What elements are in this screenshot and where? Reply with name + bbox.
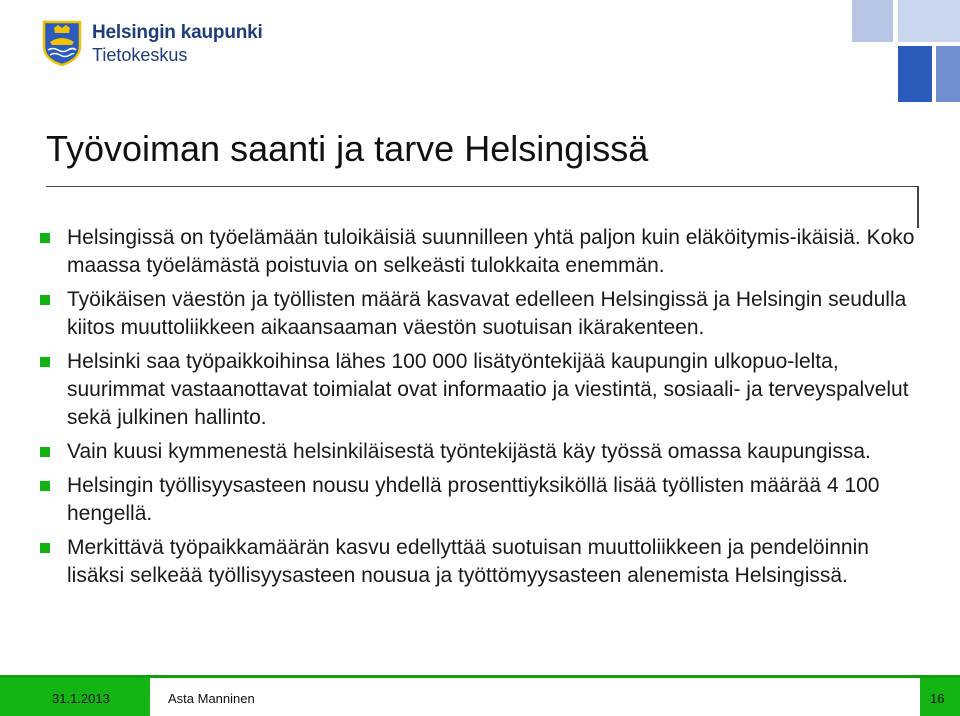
- footer-author: Asta Manninen: [168, 691, 255, 706]
- logo-unit-name: Tietokeskus: [92, 44, 188, 65]
- content-frame-side-line: [917, 186, 919, 228]
- bullet-item: [40, 348, 920, 432]
- decorative-square: [852, 0, 893, 42]
- bullet-square-icon: [40, 447, 50, 457]
- bullet-square-icon: [40, 481, 50, 491]
- bullet-list: [40, 224, 920, 596]
- decorative-square: [898, 46, 932, 102]
- bullet-item: [40, 438, 920, 466]
- content-frame-top-line: [46, 186, 918, 187]
- bullet-square-icon: [40, 233, 50, 243]
- decorative-square: [936, 46, 960, 102]
- bullet-text: Vain kuusi kymmenestä helsinkiläisestä työntekijästä käy työssä omassa kaupungissa.: [67, 440, 871, 463]
- bullet-item: [40, 224, 920, 280]
- bullet-square-icon: [40, 543, 50, 553]
- bullet-text: Merkittävä työpaikkamäärän kasvu edellyttää suotuisan muuttoliikkeen ja pendelöinnin lisäksi selkeää työllisyysasteen nousua ja työttömyysasteen alenemista Helsingissä.: [67, 536, 869, 587]
- bullet-text: Helsingin työllisyysasteen nousu yhdellä prosenttiyksiköllä lisää työllisten määrää 4 100 hengellä.: [67, 474, 880, 525]
- footer-page-number: 16: [930, 691, 945, 706]
- bullet-text: Helsingissä on työelämään tuloikäisiä suunnilleen yhtä paljon kuin eläköitymis-ikäisiä. Koko maassa työelämästä poistuvia on selkeästi tulokkaita enemmän.: [67, 226, 915, 277]
- bullet-text: Työikäisen väestön ja työllisten määrä kasvavat edelleen Helsingissä ja Helsingin seudulla kiitos muuttoliikkeen aikaansaaman väestön suotuisan ikärakenteen.: [67, 288, 907, 339]
- logo-organization-name: Helsingin kaupunki: [92, 21, 263, 43]
- bullet-item: [40, 472, 920, 528]
- bullet-text: Helsinki saa työpaikkoihinsa lähes 100 000 lisätyöntekijää kaupungin ulkopuo-lelta, suurimmat vastaanottavat toimialat ovat informaatio ja viestintä, sosiaali- ja terveyspalvelut sekä julkinen hallinto.: [67, 350, 909, 429]
- footer-center-area: [150, 678, 920, 716]
- bullet-square-icon: [40, 295, 50, 305]
- helsinki-logo: [42, 20, 263, 66]
- bullet-square-icon: [40, 357, 50, 367]
- decorative-square: [898, 0, 960, 42]
- bullet-item: [40, 534, 920, 590]
- bullet-item: [40, 286, 920, 342]
- slide-footer: [0, 675, 960, 716]
- helsinki-crest-icon: [42, 20, 82, 66]
- footer-date: 31.1.2013: [52, 691, 110, 706]
- slide-title: Työvoiman saanti ja tarve Helsingissä: [46, 128, 649, 169]
